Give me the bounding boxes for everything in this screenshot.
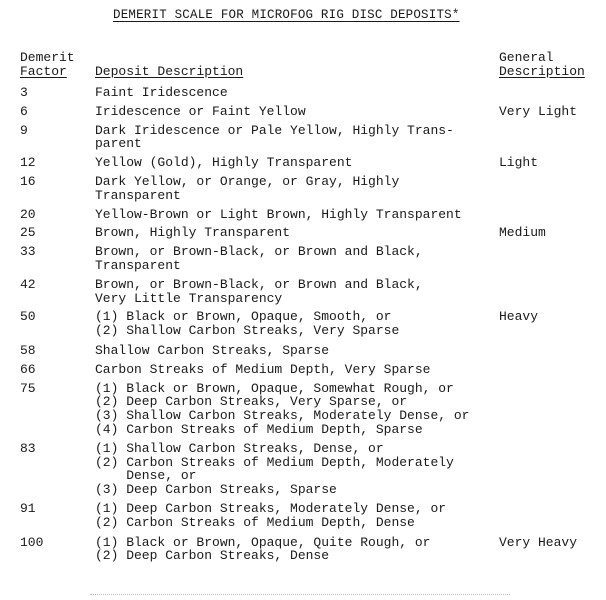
header-general-line1: General [499, 50, 554, 65]
description-line: (2) Carbon Streaks of Medium Depth, Moderately [95, 454, 454, 470]
description-line: Transparent [95, 187, 181, 203]
demerit-factor-value: 33 [20, 244, 36, 260]
description-line: Shallow Carbon Streaks, Sparse [95, 342, 330, 358]
description-line: Dark Iridescence or Pale Yellow, Highly Trans- [95, 122, 454, 138]
demerit-factor-value: 100 [20, 534, 44, 550]
deposit-description [95, 245, 495, 273]
table-row [0, 124, 606, 152]
deposit-description [95, 226, 495, 240]
demerit-factor-value: 50 [20, 309, 36, 325]
deposit-description [95, 278, 495, 306]
demerit-table-body [0, 86, 606, 563]
table-row [0, 382, 606, 437]
description-line: Iridescence or Faint Yellow [95, 103, 306, 119]
demerit-factor-value: 16 [20, 173, 36, 189]
description-line: parent [95, 136, 142, 152]
description-line: Carbon Streaks of Medium Depth, Very Sparse [95, 361, 431, 377]
description-line: (1) Shallow Carbon Streaks, Dense, or [95, 440, 384, 456]
table-row [0, 208, 606, 222]
description-line: (4) Carbon Streaks of Medium Depth, Sparse [95, 421, 423, 437]
header-general-line2: Description [499, 64, 585, 79]
table-row [0, 344, 606, 358]
deposit-description [95, 156, 495, 170]
demerit-factor-value: 58 [20, 342, 36, 358]
description-line: (1) Black or Brown, Opaque, Smooth, or [95, 309, 392, 325]
table-row [0, 245, 606, 273]
table-row [0, 175, 606, 203]
table-row [0, 536, 606, 564]
demerit-factor-value: 6 [20, 103, 28, 119]
description-line: Transparent [95, 257, 181, 273]
table-row [0, 156, 606, 170]
description-line: Brown, or Brown-Black, or Brown and Black, [95, 244, 423, 260]
header-demerit-factor [20, 51, 75, 79]
description-line: Brown, Highly Transparent [95, 225, 291, 241]
table-row [0, 105, 606, 119]
demerit-factor-value: 3 [20, 85, 28, 100]
table-title: DEMERIT SCALE FOR MICROFOG RIG DISC DEPOSITS* [113, 8, 460, 22]
header-deposit-description [95, 65, 243, 79]
deposit-description [95, 208, 495, 222]
deposit-description [95, 442, 495, 497]
demerit-factor-value: 83 [20, 440, 36, 456]
table-row [0, 226, 606, 240]
deposit-description [95, 124, 495, 152]
description-line: (1) Black or Brown, Opaque, Somewhat Rough, or [95, 380, 454, 396]
description-line: (2) Shallow Carbon Streaks, Very Sparse [95, 323, 400, 339]
deposit-description [95, 363, 495, 377]
demerit-factor-value: 25 [20, 225, 36, 241]
deposit-description [95, 344, 495, 358]
description-line: Dense, or [95, 468, 197, 484]
general-description-value: Medium [499, 225, 546, 241]
deposit-description [95, 536, 495, 564]
description-line: (2) Deep Carbon Streaks, Very Sparse, or [95, 394, 408, 410]
deposit-description [95, 310, 495, 338]
header-factor-line1: Demerit [20, 50, 75, 65]
deposit-description [95, 105, 495, 119]
header-description-label: Deposit Description [95, 64, 244, 79]
description-line: (1) Deep Carbon Streaks, Moderately Dense, or [95, 500, 447, 516]
header-general-description [499, 51, 585, 79]
table-row [0, 278, 606, 306]
table-row [0, 363, 606, 377]
table-row [0, 310, 606, 338]
demerit-factor-value: 91 [20, 500, 36, 516]
demerit-factor-value: 9 [20, 122, 28, 138]
description-line: (2) Deep Carbon Streaks, Dense [95, 548, 330, 564]
description-line: (1) Black or Brown, Opaque, Quite Rough, or [95, 534, 431, 550]
description-line: Faint Iridescence [95, 85, 228, 100]
demerit-factor-value: 12 [20, 155, 36, 171]
general-description-value: Light [499, 155, 539, 171]
description-line: (2) Carbon Streaks of Medium Depth, Dense [95, 514, 415, 530]
description-line: Dark Yellow, or Orange, or Gray, Highly [95, 173, 400, 189]
deposit-description [95, 175, 495, 203]
table-row [0, 502, 606, 530]
general-description-value: Very Heavy [499, 534, 578, 550]
header-factor-line2: Factor [20, 64, 67, 79]
deposit-description [95, 86, 495, 100]
table-row [0, 442, 606, 497]
description-line: Yellow (Gold), Highly Transparent [95, 155, 353, 171]
description-line: Very Little Transparency [95, 290, 283, 306]
general-description-value: Very Light [499, 103, 578, 119]
scan-edge-artifact [90, 594, 510, 598]
deposit-description [95, 382, 495, 437]
table-row [0, 86, 606, 100]
description-line: Brown, or Brown-Black, or Brown and Black, [95, 276, 423, 292]
demerit-factor-value: 42 [20, 276, 36, 292]
demerit-factor-value: 20 [20, 206, 36, 222]
description-line: Yellow-Brown or Light Brown, Highly Transparent [95, 206, 462, 222]
general-description-value: Heavy [499, 309, 539, 325]
description-line: (3) Shallow Carbon Streaks, Moderately Dense, or [95, 408, 470, 424]
description-line: (3) Deep Carbon Streaks, Sparse [95, 482, 337, 498]
deposit-description [95, 502, 495, 530]
demerit-factor-value: 66 [20, 361, 36, 377]
demerit-factor-value: 75 [20, 380, 36, 396]
